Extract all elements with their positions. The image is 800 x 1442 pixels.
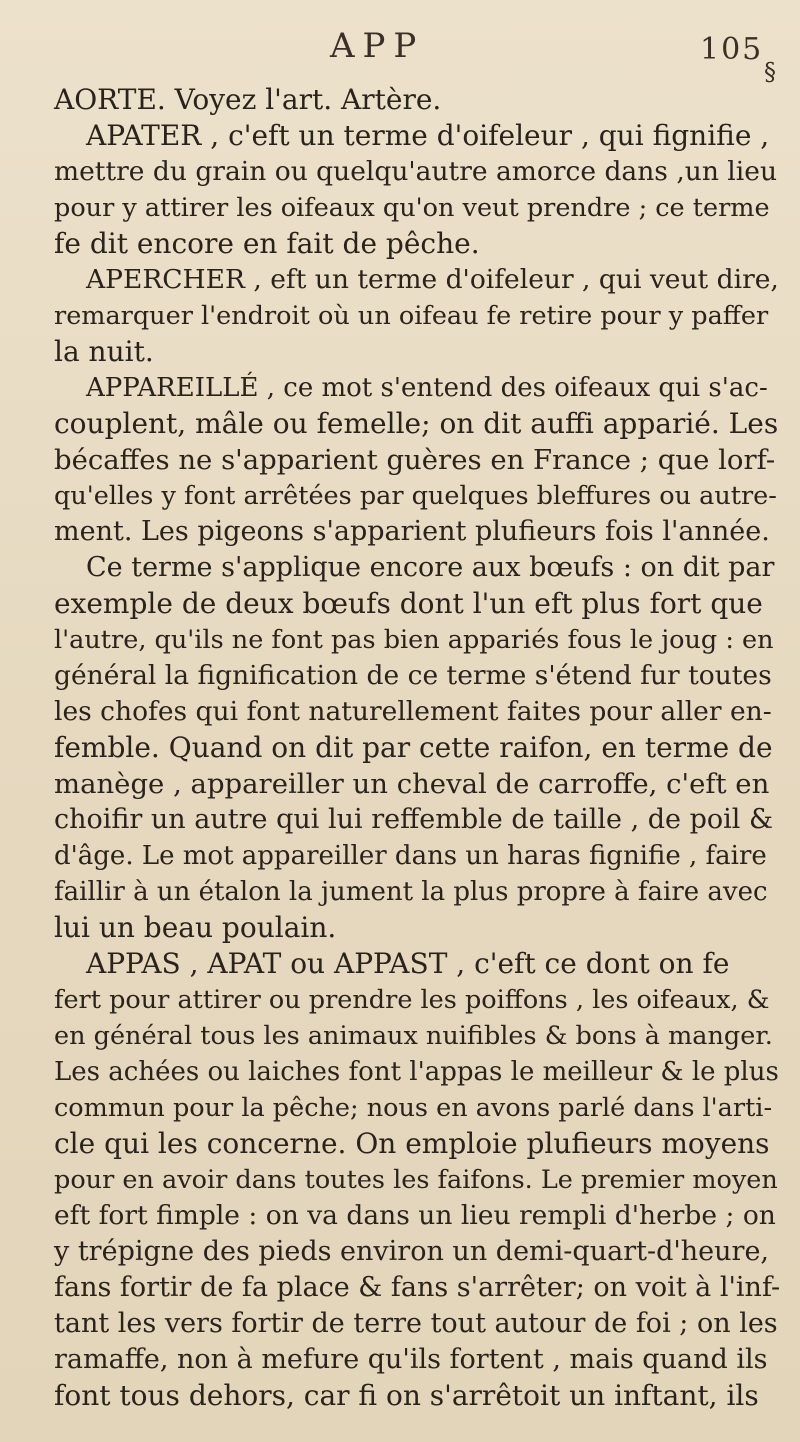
text-line: mettre du grain ou quelqu'autre amorce dans ,un lieu [54, 156, 778, 187]
text-line: manège , appareiller un cheval de carroffe, c'eft en [54, 768, 770, 800]
text-line: choifir un autre qui lui reffemble de taille , de poil & [54, 804, 774, 835]
running-head: APP [330, 26, 425, 66]
text-line: Les achées ou laiches font l'appas le meilleur & le plus [54, 1057, 779, 1087]
text-line: lui un beau poulain. [54, 911, 337, 944]
text-line: eft fort fimple : on va dans un lieu rempli d'herbe ; on [54, 1200, 776, 1231]
page-number: 105 [700, 32, 764, 67]
text-line: tant les vers fortir de terre tout autour de foi ; on les [54, 1308, 778, 1339]
text-line: la nuit. [54, 335, 154, 368]
text-line: fe dit encore en fait de pêche. [54, 227, 480, 260]
text-line: Ce terme s'applique encore aux bœufs : on dit par [86, 552, 775, 583]
text-line: femble. Quand on dit par cette raifon, en terme de [54, 731, 773, 764]
text-line: APPAREILLÉ , ce mot s'entend des oifeaux qui s'ac- [86, 373, 768, 403]
page-header [0, 18, 800, 67]
text-line: fans fortir de fa place & fans s'arrêter; on voit à l'inf- [54, 1272, 781, 1303]
text-line: commun pour la pêche; nous en avons parlé dans l'arti- [54, 1093, 773, 1123]
margin-mark: § [764, 58, 776, 86]
text-line: exemple de deux bœufs dont l'un eft plus fort que [54, 587, 763, 620]
text-line: font tous dehors, car fi on s'arrêtoit un inftant, ils [54, 1379, 759, 1412]
text-line: ment. Les pigeons s'apparient plufieurs fois l'année. [54, 516, 770, 547]
text-line: APPAS , APAT ou APPAST , c'eft ce dont on fe [86, 947, 730, 980]
text-line: y trépigne des pieds environ un demi-quart-d'heure, [54, 1236, 769, 1267]
text-line: général la fignification de ce terme s'étend fur toutes [54, 660, 772, 691]
text-line: APATER , c'eft un terme d'oifeleur , qui fignifie , [86, 119, 770, 152]
text-line: couplent, mâle ou femelle; on dit auffi apparié. Les [54, 407, 779, 440]
text-line: fert pour attirer ou prendre les poiffons , les oifeaux, & [54, 985, 770, 1015]
text-line: d'âge. Le mot appareiller dans un haras fignifie , faire [54, 841, 767, 871]
text-line: les chofes qui font naturellement faites pour aller en- [54, 696, 772, 727]
text-line: qu'elles y font arrêtées par quelques bleffures ou autre- [54, 481, 777, 511]
text-line: AORTE. Voyez l'art. Artère. [54, 83, 442, 116]
text-line: en général tous les animaux nuifibles & bons à manger. [54, 1021, 773, 1051]
text-line: remarquer l'endroit où un oifeau fe retire pour y paffer [54, 301, 769, 331]
text-line: cle qui les concerne. On emploie plufieurs moyens [54, 1127, 770, 1160]
text-line: pour y attirer les oifeaux qu'on veut prendre ; ce terme [54, 193, 770, 223]
text-line: faillir à un étalon la jument la plus propre à faire avec [54, 877, 768, 907]
text-line: ramaffe, non à mefure qu'ils fortent , mais quand ils [54, 1344, 768, 1375]
text-line: l'autre, qu'ils ne font pas bien appariés fous le joug : en [54, 625, 774, 655]
text-line: APERCHER , eft un terme d'oifeleur , qui veut dire, [86, 264, 779, 295]
text-line: pour en avoir dans toutes les faifons. Le premier moyen [54, 1165, 778, 1195]
text-line: bécaffes ne s'apparient guères en France ; que lorf- [54, 444, 776, 476]
